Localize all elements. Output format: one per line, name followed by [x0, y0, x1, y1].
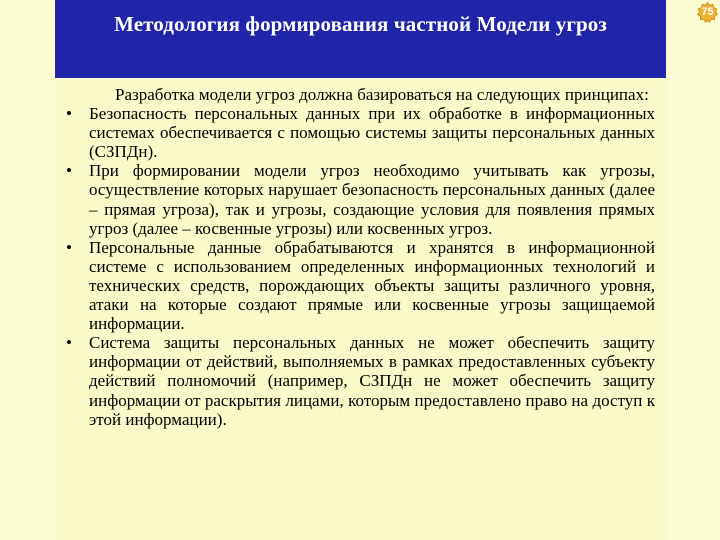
list-item [66, 104, 655, 162]
list-item [66, 333, 655, 429]
principles-list [66, 104, 655, 429]
intro-paragraph: Разработка модели угроз должна базироваться на следующих принципах: [115, 85, 649, 104]
list-item-text: При формировании модели угроз необходимо учитывать как угрозы, осуществление которых нарушает безопасность персональных данных (далее – прямая угроза), так и угрозы, создающие условия для появления прямых угроз (далее – косвенные угрозы) или косвенных угроз. [89, 161, 655, 238]
bullet-icon: • [66, 333, 72, 353]
page-title: Методология формирования частной Модели угроз [114, 12, 607, 36]
content-panel [55, 78, 666, 540]
list-item-text: Персональные данные обрабатываются и хранятся в информационной системе с использованием определенных информационных технологий и технических средств, порождающих объекты защиты различного уровня, атаки на которые создают прямые или косвенные угрозы защищаемой информации. [89, 237, 655, 334]
bullet-icon: • [66, 161, 72, 181]
bullet-icon: • [66, 104, 72, 124]
slide-header [55, 0, 666, 78]
list-item [66, 237, 655, 334]
list-item-text: Безопасность персональных данных при их обработке в информационных системах обеспечивается с помощью системы защиты персональных данных (СЗПДн). [89, 104, 655, 162]
list-item-text: Система защиты персональных данных не может обеспечить защиту информации от действий, выполняемых в рамках предоставленных субъекту действий полномочий (например, СЗПДн не может обеспечить защиту информации от раскрытия лицами, которым предоставлено право на доступ к этой информации). [89, 333, 655, 429]
page-number: 75 [701, 6, 714, 18]
list-item [66, 161, 655, 238]
slide-body [66, 85, 655, 429]
bullet-icon: • [66, 237, 72, 257]
page-number-badge [697, 2, 718, 23]
